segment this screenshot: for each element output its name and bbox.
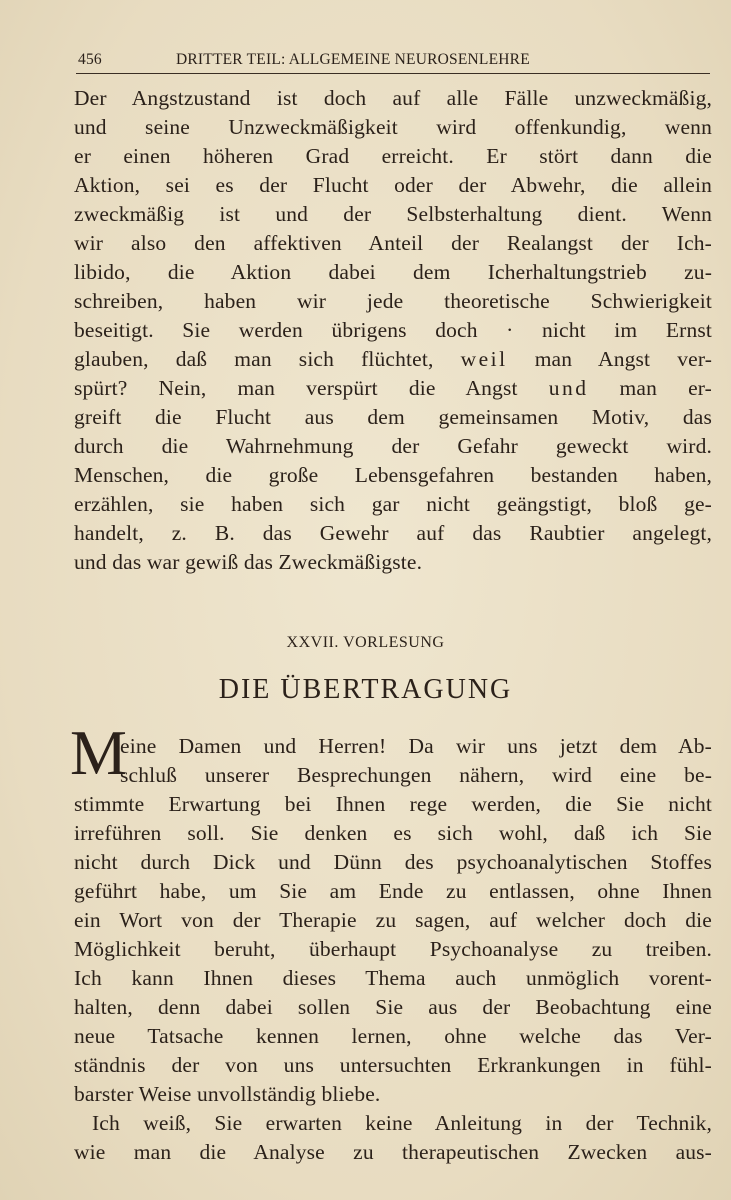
text-line	[74, 345, 712, 374]
emphasized-word: und	[548, 376, 589, 400]
text-line: wir also den affektiven Anteil der Realangst der Ich-	[74, 231, 712, 255]
text-line: halten, denn dabei sollen Sie aus der Beobachtung eine	[74, 995, 712, 1019]
paragraph-technik	[74, 1109, 712, 1167]
text-line: neue Tatsache kennen lernen, ohne welche das Ver-	[74, 1024, 712, 1048]
running-head-title: DRITTER TEIL: ALLGEMEINE NEUROSENLEHRE	[176, 51, 530, 68]
text-line: durch die Wahrnehmung der Gefahr geweckt wird.	[74, 434, 712, 458]
drop-cap: M	[70, 717, 127, 788]
text-line: Ich weiß, Sie erwarten keine Anleitung in der Technik,	[92, 1111, 712, 1135]
running-head	[76, 49, 710, 74]
text-line	[74, 374, 712, 403]
text-segment: glauben, daß man sich flüchtet,	[74, 347, 434, 371]
text-line: er einen höheren Grad erreicht. Er stört dann die	[74, 144, 712, 168]
text-line: Ich kann Ihnen dieses Thema auch unmöglich vorent-	[74, 966, 712, 990]
text-line: und seine Unzweckmäßigkeit wird offenkundig, wenn	[74, 115, 712, 139]
text-line: beseitigt. Sie werden übrigens doch · nicht im Ernst	[74, 318, 712, 342]
page-number: 456	[78, 51, 102, 68]
text-line: greift die Flucht aus dem gemeinsamen Motiv, das	[74, 405, 712, 429]
text-line: erzählen, sie haben sich gar nicht geängstigt, bloß ge-	[74, 492, 712, 516]
text-line: barster Weise unvollständig bliebe.	[74, 1082, 381, 1106]
text-line: Menschen, die große Lebensgefahren bestanden haben,	[74, 463, 712, 487]
text-segment: spürt? Nein, man verspürt die Angst	[74, 376, 518, 400]
text-line: Der Angstzustand ist doch auf alle Fälle unzweckmäßig,	[74, 86, 712, 110]
text-line: schreiben, haben wir jede theoretische Schwierigkeit	[74, 289, 712, 313]
text-line: libido, die Aktion dabei dem Icherhaltungstrieb zu-	[74, 260, 712, 284]
text-line: ein Wort von der Therapie zu sagen, auf welcher doch die	[74, 908, 712, 932]
text-line: und das war gewiß das Zweckmäßigste.	[74, 550, 423, 574]
text-line: irreführen soll. Sie denken es sich wohl, daß ich Sie	[74, 821, 712, 845]
text-line: handelt, z. B. das Gewehr auf das Raubtier angelegt,	[74, 521, 712, 545]
text-segment: man er-	[619, 376, 712, 400]
text-line: nicht durch Dick und Dünn des psychoanalytischen Stoffes	[74, 850, 712, 874]
paragraph-uebertragung	[74, 790, 712, 1109]
paragraph-angstzustand	[74, 84, 712, 577]
text-line: zweckmäßig ist und der Selbsterhaltung dient. Wenn	[74, 202, 712, 226]
text-line: geführt habe, um Sie am Ende zu entlassen, ohne Ihnen	[74, 879, 712, 903]
text-line: ständnis der von uns untersuchten Erkrankungen in fühl-	[74, 1053, 712, 1077]
text-line: Aktion, sei es der Flucht oder der Abwehr, die allein	[74, 173, 712, 197]
text-line: stimmte Erwartung bei Ihnen rege werden, die Sie nicht	[74, 792, 712, 816]
chapter-label: XXVII. VORLESUNG	[286, 634, 445, 651]
emphasized-word: weil	[460, 347, 508, 371]
text-line: wie man die Analyse zu therapeutischen Zwecken aus-	[74, 1140, 712, 1164]
text-line: Möglichkeit beruht, überhaupt Psychoanalyse zu treiben.	[74, 937, 712, 961]
paragraph-opening	[120, 732, 712, 790]
text-line: schluß unserer Besprechungen nähern, wird eine be-	[120, 763, 712, 787]
text-line: eine Damen und Herren! Da wir uns jetzt dem Ab-	[120, 734, 712, 758]
chapter-title: DIE ÜBERTRAGUNG	[218, 674, 513, 705]
text-segment: man Angst ver-	[534, 347, 713, 371]
